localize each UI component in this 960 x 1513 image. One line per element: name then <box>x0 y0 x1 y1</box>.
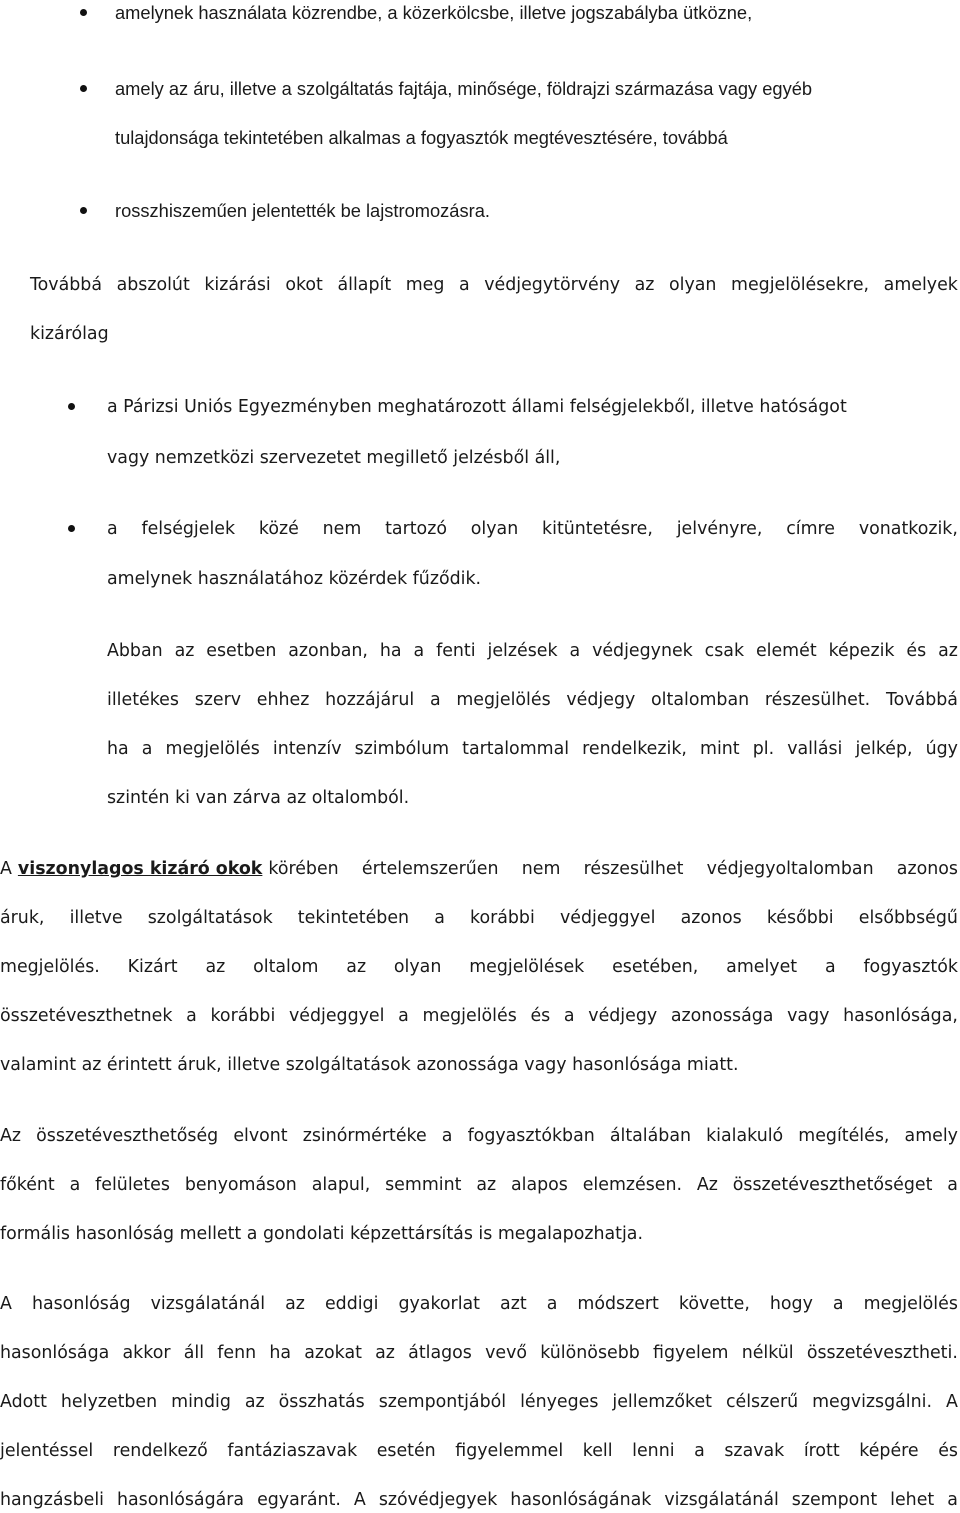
paragraph-line: formális hasonlóság mellett a gondolati képzettársítás is megalapozhatja. <box>0 1224 643 1244</box>
paragraph-line: megjelölés. Kizárt az oltalom az olyan megjelölések esetében, amelyet a fogyasztók <box>0 957 958 977</box>
term-link[interactable]: viszonylagos kizáró okok <box>17 859 263 879</box>
paragraph-line: hangzásbeli hasonlóságára egyaránt. A szóvédjegyek hasonlóságának vizsgálatánál szempont lehet a <box>0 1490 958 1510</box>
paragraph-line: A hasonlóság vizsgálatánál az eddigi gyakorlat azt a módszert követte, hogy a megjelölés <box>0 1294 958 1314</box>
bullet-dot <box>68 403 75 410</box>
list-item-line: vagy nemzetközi szervezetet megillető jelzésből áll, <box>107 448 561 468</box>
bullet-dot <box>80 207 87 214</box>
paragraph-line: Abban az esetben azonban, ha a fenti jelzések a védjegynek csak elemét képezik és az <box>107 641 958 661</box>
list-item-line: tulajdonsága tekintetében alkalmas a fogyasztók megtévesztésére, továbbá <box>115 127 728 148</box>
paragraph-line: Az összetéveszthetőség elvont zsinórmértéke a fogyasztókban általában kialakuló megítélés, amely <box>0 1126 958 1146</box>
paragraph-line: szintén ki van zárva az oltalomból. <box>107 788 410 808</box>
list-item-line: amely az áru, illetve a szolgáltatás fajtája, minősége, földrajzi származása vagy egyéb <box>115 78 813 99</box>
list-item-line: amelynek használatához közérdek fűződik. <box>107 569 482 589</box>
paragraph-prefix: A <box>0 859 12 879</box>
paragraph-line: Továbbá abszolút kizárási okot állapít meg a védjegytörvény az olyan megjelölésekre, amelyek <box>30 275 958 295</box>
paragraph-line: főként a felületes benyomáson alapul, semmint az alapos elemzésen. Az összetéveszthetőséget a <box>0 1175 958 1195</box>
paragraph-line <box>0 858 958 880</box>
paragraph-suffix: körében értelemszerűen nem részesülhet védjegyoltalomban azonos <box>268 859 958 879</box>
bullet-dot <box>68 525 75 532</box>
paragraph-line: ha a megjelölés intenzív szimbólum tartalommal rendelkezik, mint pl. vallási jelkép, úgy <box>107 739 958 759</box>
list-item-line: rosszhiszeműen jelentették be lajstromozásra. <box>115 200 490 221</box>
paragraph-line: jelentéssel rendelkező fantáziaszavak esetén figyelemmel kell lenni a szavak írott képére és <box>0 1441 958 1461</box>
paragraph-line: Adott helyzetben mindig az összhatás szempontjából lényeges jellemzőket célszerű megvizsgálni. A <box>0 1392 958 1412</box>
paragraph-line: valamint az érintett áruk, illetve szolgáltatások azonossága vagy hasonlósága miatt. <box>0 1055 739 1075</box>
paragraph-line: összetéveszthetnek a korábbi védjeggyel a megjelölés és a védjegy azonossága vagy hasonlósága, <box>0 1006 958 1026</box>
paragraph-line: hasonlósága akkor áll fenn ha azokat az átlagos vevő különösebb figyelem nélkül összetévesztheti. <box>0 1343 958 1363</box>
list-item-line: a Párizsi Uniós Egyezményben meghatározott állami felségjelekből, illetve hatóságot <box>107 397 847 417</box>
paragraph-line: áruk, illetve szolgáltatások tekintetében a korábbi védjeggyel azonos későbbi elsőbbségű <box>0 908 958 928</box>
list-item-line: a felségjelek közé nem tartozó olyan kitüntetésre, jelvényre, címre vonatkozik, <box>107 519 958 539</box>
paragraph-line: illetékes szerv ehhez hozzájárul a megjelölés védjegy oltalomban részesülhet. Továbbá <box>107 690 958 710</box>
bullet-dot <box>80 85 87 92</box>
bullet-dot <box>80 9 87 16</box>
paragraph-line: kizárólag <box>30 324 109 344</box>
list-item-line: amelynek használata közrendbe, a közerkölcsbe, illetve jogszabályba ütközne, <box>115 2 753 23</box>
